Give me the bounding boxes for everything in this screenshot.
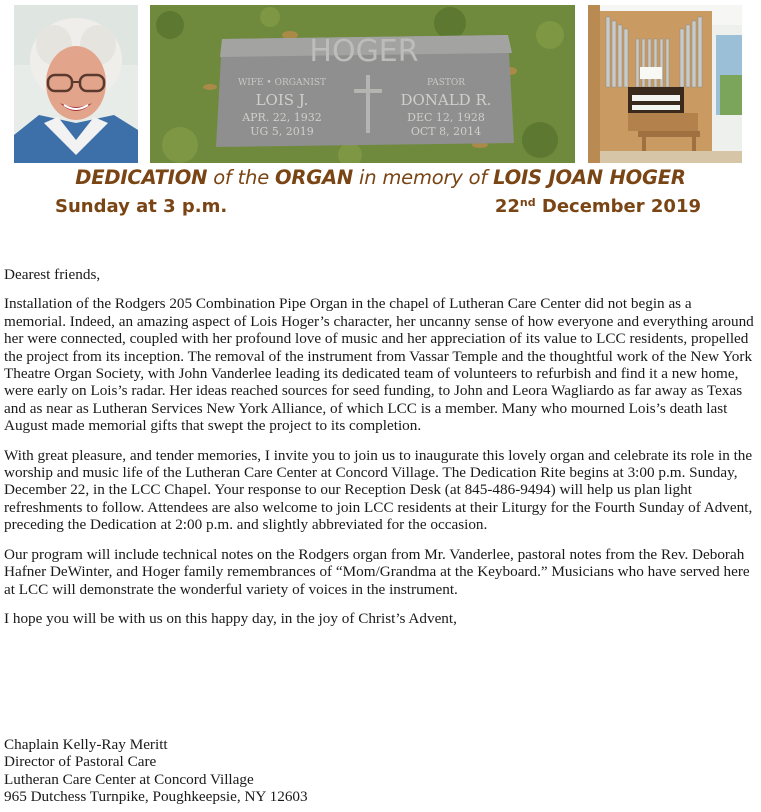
event-date-rest: December 2019 — [535, 196, 701, 217]
gravestone-right-born: DEC 12, 1928 — [407, 111, 485, 124]
gravestone-left-name: LOIS J. — [255, 91, 309, 109]
letter-body — [4, 266, 754, 639]
gravestone-right-role: PASTOR — [426, 78, 466, 88]
gravestone-right-died: OCT 8, 2014 — [410, 125, 482, 138]
signer-org: Lutheran Care Center at Concord Village — [4, 770, 254, 788]
signer-title: Director of Pastoral Care — [4, 753, 157, 771]
closing-line: I hope you will be with us on this happy day, in the joy of Christ’s Advent, — [4, 609, 457, 627]
dedication-title — [0, 166, 761, 189]
letter-paragraph: With great pleasure, and tender memories, I invite you to join us to inaugurate this lovely organ and celebrate its role in the worship and music life of the Lutheran Care Center at Concord Village. The Dedication Rite begins at 3:00 p.m. Sunday, December 22, in the LCC Chapel. Your response to our Reception Desk (at 845-486-9494) will help us plan light refreshments to follow. Attendees are also welcome to join LCC residents at their Liturgy for the Fourth Sunday of Advent, preceding the Dedication at 2:00 p.m. and slightly abbreviated for the occasion. — [4, 446, 753, 534]
title-part: DEDICATION — [75, 166, 208, 189]
signature-block — [4, 736, 308, 806]
event-date-suffix: nd — [519, 196, 536, 209]
gravestone-photo — [150, 5, 575, 163]
photo-strip — [14, 5, 742, 163]
title-part: of the — [207, 166, 275, 189]
organ-photo — [588, 5, 742, 163]
event-date — [495, 196, 701, 217]
event-date-day: 22 — [494, 196, 520, 217]
title-part: in memory of — [353, 166, 494, 189]
gravestone-right-name: DONALD R. — [400, 91, 492, 109]
signer-name: Chaplain Kelly-Ray Meritt — [4, 736, 168, 753]
portrait-photo — [14, 5, 138, 163]
signer-address: 965 Dutchess Turnpike, Poughkeepsie, NY 12603 — [4, 788, 308, 806]
gravestone-left-died: UG 5, 2019 — [250, 125, 314, 138]
gravestone-surname: HOGER — [309, 34, 419, 69]
title-part: LOIS JOAN HOGER — [493, 166, 686, 189]
event-day-time: Sunday at 3 p.m. — [55, 196, 228, 217]
salutation: Dearest friends, — [4, 266, 101, 283]
gravestone-left-role: WIFE • ORGANIST — [237, 78, 327, 88]
title-part: ORGAN — [275, 166, 354, 189]
gravestone-left-born: APR. 22, 1932 — [242, 111, 322, 124]
letter-paragraph: Our program will include technical notes on the Rodgers organ from Mr. Vanderlee, pastoral notes from the Rev. Deborah Hafner DeWinter, and Hoger family remembrances of “Mom/Grandma at the Keyboard.” Musicians who have served here at LCC will demonstrate the wonderful variety of voices in the instrument. — [4, 545, 750, 598]
letter-paragraph: Installation of the Rodgers 205 Combination Pipe Organ in the chapel of Lutheran Care Center did not begin as a memorial. Indeed, an amazing aspect of Lois Hoger’s character, her uncanny sense of how everyone and everything around her were connected, coupled with her profound love of music and her appreciation of its value to LCC residents, propelled the project from its inception. The removal of the instrument from Vassar Temple and the thoughtful work of the New York Theatre Organ Society, with John Vanderlee leading its dedicated team of volunteers to refurbish and find it a new home, were early on Lois’s radar. Her ideas reached sources for seed funding, to John and Leora Wagliardo as far away as Texas and as near as Lutheran Services New York Alliance, of which LCC is a member. Many who mourned Lois’s death last August made memorial gifts that swept the project to its completion. — [4, 295, 754, 435]
